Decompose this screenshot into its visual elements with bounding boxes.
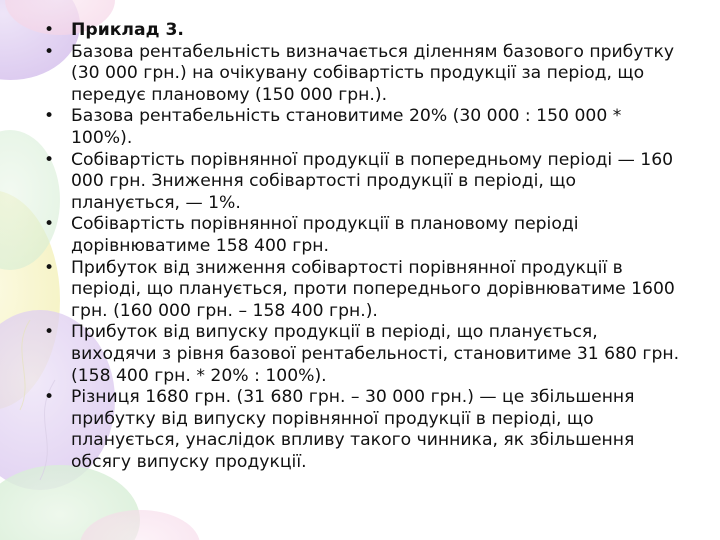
bullet-icon: • (44, 214, 55, 235)
list-item (44, 42, 684, 107)
bullet-list (44, 20, 684, 473)
bullet-icon: • (44, 322, 55, 343)
list-item-text: Базова рентабельність визначається діленням базового прибутку (30 000 грн.) на очікувану собівартість продукції за період, що передує плановому (150 000 грн.). (71, 41, 675, 105)
bullet-icon: • (44, 106, 55, 127)
list-item-text: Собівартість порівнянної продукції в плановому періоді дорівнюватиме 158 400 грн. (71, 214, 579, 256)
list-item-title (44, 20, 684, 42)
bullet-icon: • (44, 257, 55, 278)
bullet-icon: • (44, 387, 55, 408)
bullet-icon: • (44, 20, 55, 40)
bullet-icon: • (44, 149, 55, 170)
list-item-text: Різниця 1680 грн. (31 680 грн. – 30 000 грн.) — це збільшення прибутку від випуску порівнянної продукції в періоді, що планується, унаслідок впливу такого чинника, як збільшення обсягу випуску продукції. (71, 387, 635, 472)
list-item (44, 322, 684, 387)
list-item (44, 214, 684, 257)
list-item-text: Прибуток від випуску продукції в періоді, що планується, виходячи з рівня базової рентабельності, становитиме 31 680 грн. (158 400 грн. * 20% : 100%). (71, 322, 680, 386)
list-item (44, 387, 684, 473)
list-item (44, 150, 684, 215)
list-item-text: Приклад 3. (71, 20, 184, 40)
list-item (44, 258, 684, 323)
slide-content (44, 20, 684, 473)
list-item-text: Собівартість порівнянної продукції в попередньому періоді — 160 000 грн. Зниження собівартості продукції в періоді, що планується, — 1%. (71, 149, 674, 213)
list-item (44, 106, 684, 149)
list-item-text: Прибуток від зниження собівартості порівнянної продукції в періоді, що планується, проти попереднього дорівнюватиме 1600 грн. (160 000 грн. – 158 400 грн.). (71, 257, 675, 321)
bullet-icon: • (44, 41, 55, 62)
list-item-text: Базова рентабельність становитиме 20% (30 000 : 150 000 * 100%). (71, 106, 622, 148)
